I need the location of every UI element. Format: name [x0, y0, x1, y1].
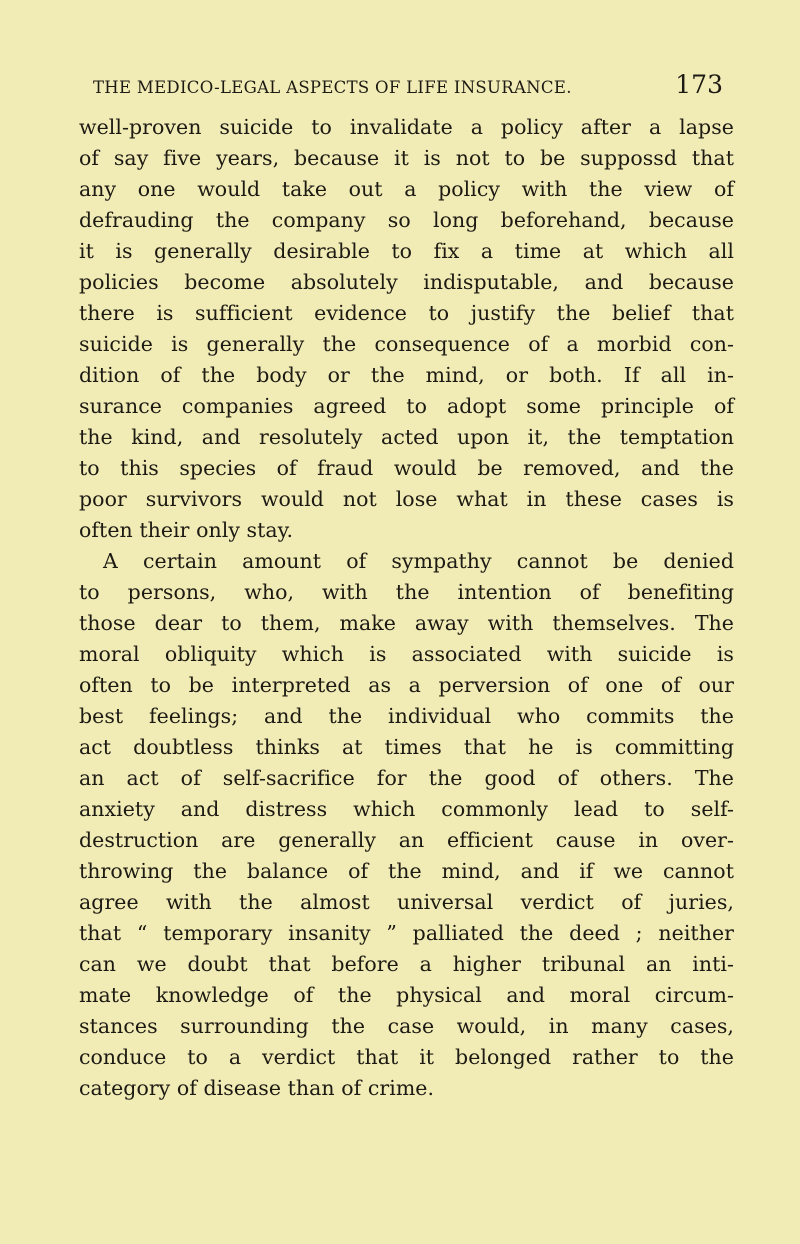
- text-line: any one would take out a policy with the view of: [79, 177, 734, 201]
- text-line: can we doubt that before a higher tribunal an inti-: [79, 952, 734, 976]
- text-line: that “ temporary insanity ” palliated the deed ; neither: [79, 921, 734, 945]
- text-line: to this species of fraud would be removed, and the: [79, 456, 734, 480]
- text-line: agree with the almost universal verdict of juries,: [79, 890, 734, 914]
- text-line: it is generally desirable to fix a time at which all: [79, 239, 734, 263]
- text-line: A certain amount of sympathy cannot be denied: [103, 549, 734, 573]
- text-line: surance companies agreed to adopt some principle of: [79, 394, 734, 418]
- text-line: poor survivors would not lose what in these cases is: [79, 487, 734, 511]
- text-line: conduce to a verdict that it belonged rather to the: [79, 1045, 734, 1069]
- text-line: throwing the balance of the mind, and if we cannot: [79, 859, 734, 883]
- text-line: those dear to them, make away with themselves. The: [79, 611, 734, 635]
- text-line: policies become absolutely indisputable, and because: [79, 270, 734, 294]
- running-title: THE MEDICO-LEGAL ASPECTS OF LIFE INSURANCE.: [93, 78, 572, 97]
- text-line: destruction are generally an efficient cause in over-: [79, 828, 734, 852]
- text-line: category of disease than of crime.: [79, 1076, 435, 1100]
- text-line: often to be interpreted as a perversion of one of our: [79, 673, 734, 697]
- text-line: of say five years, because it is not to be suppossd that: [79, 146, 734, 170]
- text-line: an act of self-sacrifice for the good of others. The: [79, 766, 734, 790]
- text-line: moral obliquity which is associated with suicide is: [79, 642, 734, 666]
- text-line: best feelings; and the individual who commits the: [79, 704, 734, 728]
- text-line: well-proven suicide to invalidate a policy after a lapse: [79, 115, 734, 139]
- text-line: dition of the body or the mind, or both. If all in-: [79, 363, 734, 387]
- page-number: 173: [675, 70, 723, 99]
- text-line: suicide is generally the consequence of a morbid con-: [79, 332, 734, 356]
- text-line: stances surrounding the case would, in many cases,: [79, 1014, 734, 1038]
- page-header: [93, 71, 723, 107]
- text-line: the kind, and resolutely acted upon it, the temptation: [79, 425, 734, 449]
- text-line: to persons, who, with the intention of benefiting: [79, 580, 734, 604]
- text-line: often their only stay.: [79, 518, 294, 542]
- text-line: mate knowledge of the physical and moral circum-: [79, 983, 734, 1007]
- text-line: defrauding the company so long beforehand, because: [79, 208, 734, 232]
- text-line: act doubtless thinks at times that he is committing: [79, 735, 734, 759]
- text-line: there is sufficient evidence to justify the belief that: [79, 301, 734, 325]
- text-line: anxiety and distress which commonly lead to self-: [79, 797, 734, 821]
- paragraph-1: [79, 112, 734, 546]
- body-text: [79, 112, 734, 1104]
- paragraph-2: [79, 546, 734, 1104]
